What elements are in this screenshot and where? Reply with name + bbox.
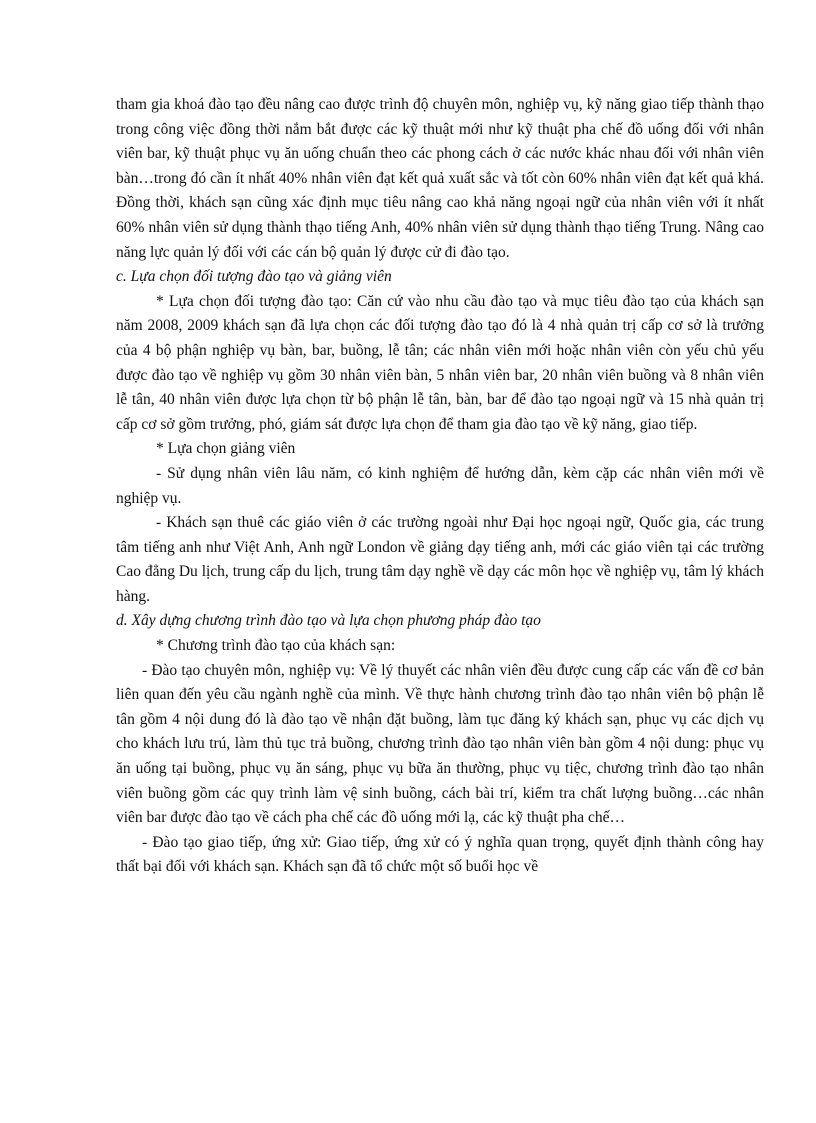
- paragraph-training-goals: tham gia khoá đào tạo đều nâng cao được trình độ chuyên môn, nghiệp vụ, kỹ năng giao tiếp thành thạo trong công việc đồng thời nắm bắt được các kỹ thuật mới như kỹ thuật pha chế đồ uống đối với nhân viên bar, kỹ thuật phục vụ ăn uống chuẩn theo các phong cách ở các nước khác nhau đối với nhân viên bàn…trong đó cần ít nhất 40% nhân viên đạt kết quả xuất sắc và tốt còn 60% nhân viên đạt kết quả khá. Đồng thời, khách sạn cũng xác định mục tiêu nâng cao khả năng ngoại ngữ của nhân viên với ít nhất 60% nhân viên sử dụng thành thạo tiếng Anh, 40% nhân viên sử dụng thành thạo tiếng Trung. Nâng cao năng lực quản lý đối với các cán bộ quản lý được cử đi đào tạo.: [116, 96, 764, 261]
- paragraph-trainee-selection: * Lựa chọn đối tượng đào tạo: Căn cứ vào nhu cầu đào tạo và mục tiêu đào tạo của khách sạn năm 2008, 2009 khách sạn đã lựa chọn các đối tượng đào tạo đó là 4 nhà quản trị cấp cơ sở là trưởng của 4 bộ phận nghiệp vụ bàn, bar, buồng, lễ tân; các nhân viên mới hoặc nhân viên còn yếu chủ yếu được đào tạo về nghiệp vụ gồm 30 nhân viên bàn, 5 nhân viên bar, 20 nhân viên buồng và 8 nhân viên lễ tân, 40 nhân viên được lựa chọn từ bộ phận lễ tân, bàn, bar để đào tạo ngoại ngữ và 15 nhà quản trị cấp cơ sở gồm trưởng, phó, giám sát được lựa chọn để tham gia đào tạo về kỹ năng, giao tiếp.: [116, 292, 764, 433]
- section-heading-d: d. Xây dựng chương trình đào tạo và lựa chọn phương pháp đào tạo: [116, 612, 541, 630]
- paragraph-professional-training: - Đào tạo chuyên môn, nghiệp vụ: Về lý thuyết các nhân viên đều được cung cấp các vấn đề cơ bản liên quan đến yêu cầu ngành nghề của mình. Về thực hành chương trình đào tạo nhân viên bộ phận lễ tân gồm 4 nội dung đó là đào tạo về nhận đặt buồng, làm tục đăng ký khách sạn, phục vụ các dịch vụ cho khách lưu trú, làm thủ tục trả buồng, chương trình đào tạo nhân viên bàn gồm 4 nội dung: phục vụ ăn uống tại buồng, phục vụ ăn sáng, phục vụ bữa ăn thường, phục vụ tiệc, chương trình đào tạo nhân viên buồng gồm các quy trình làm vệ sinh buồng, cách bài trí, kiểm tra chất lượng buồng…các nhân viên bar được đào tạo về cách pha chế các đồ uống mới lạ, các kỹ thuật pha chế…: [116, 661, 764, 827]
- paragraph-internal-trainers: - Sử dụng nhân viên lâu năm, có kinh nghiệm để hướng dẫn, kèm cặp các nhân viên mới về nghiệp vụ.: [116, 464, 764, 507]
- section-heading-c: c. Lựa chọn đối tượng đào tạo và giảng viên: [116, 268, 392, 286]
- paragraph-trainer-selection-title: * Lựa chọn giảng viên: [156, 440, 296, 458]
- document-page: [116, 93, 764, 880]
- paragraph-external-trainers: - Khách sạn thuê các giáo viên ở các trường ngoài như Đại học ngoại ngữ, Quốc gia, các trung tâm tiếng anh như Việt Anh, Anh ngữ London về giảng dạy tiếng anh, mới các giáo viên tại các trường Cao đẳng Du lịch, trung cấp du lịch, trung tâm dạy nghề về dạy các môn học về nghiệp vụ, tâm lý khách hàng.: [116, 514, 764, 605]
- paragraph-program-title: * Chương trình đào tạo của khách sạn:: [156, 637, 396, 655]
- paragraph-communication-training: - Đào tạo giao tiếp, ứng xử: Giao tiếp, ứng xử có ý nghĩa quan trọng, quyết định thành công hay thất bại đối với khách sạn. Khách sạn đã tổ chức một số buổi học về: [116, 833, 764, 876]
